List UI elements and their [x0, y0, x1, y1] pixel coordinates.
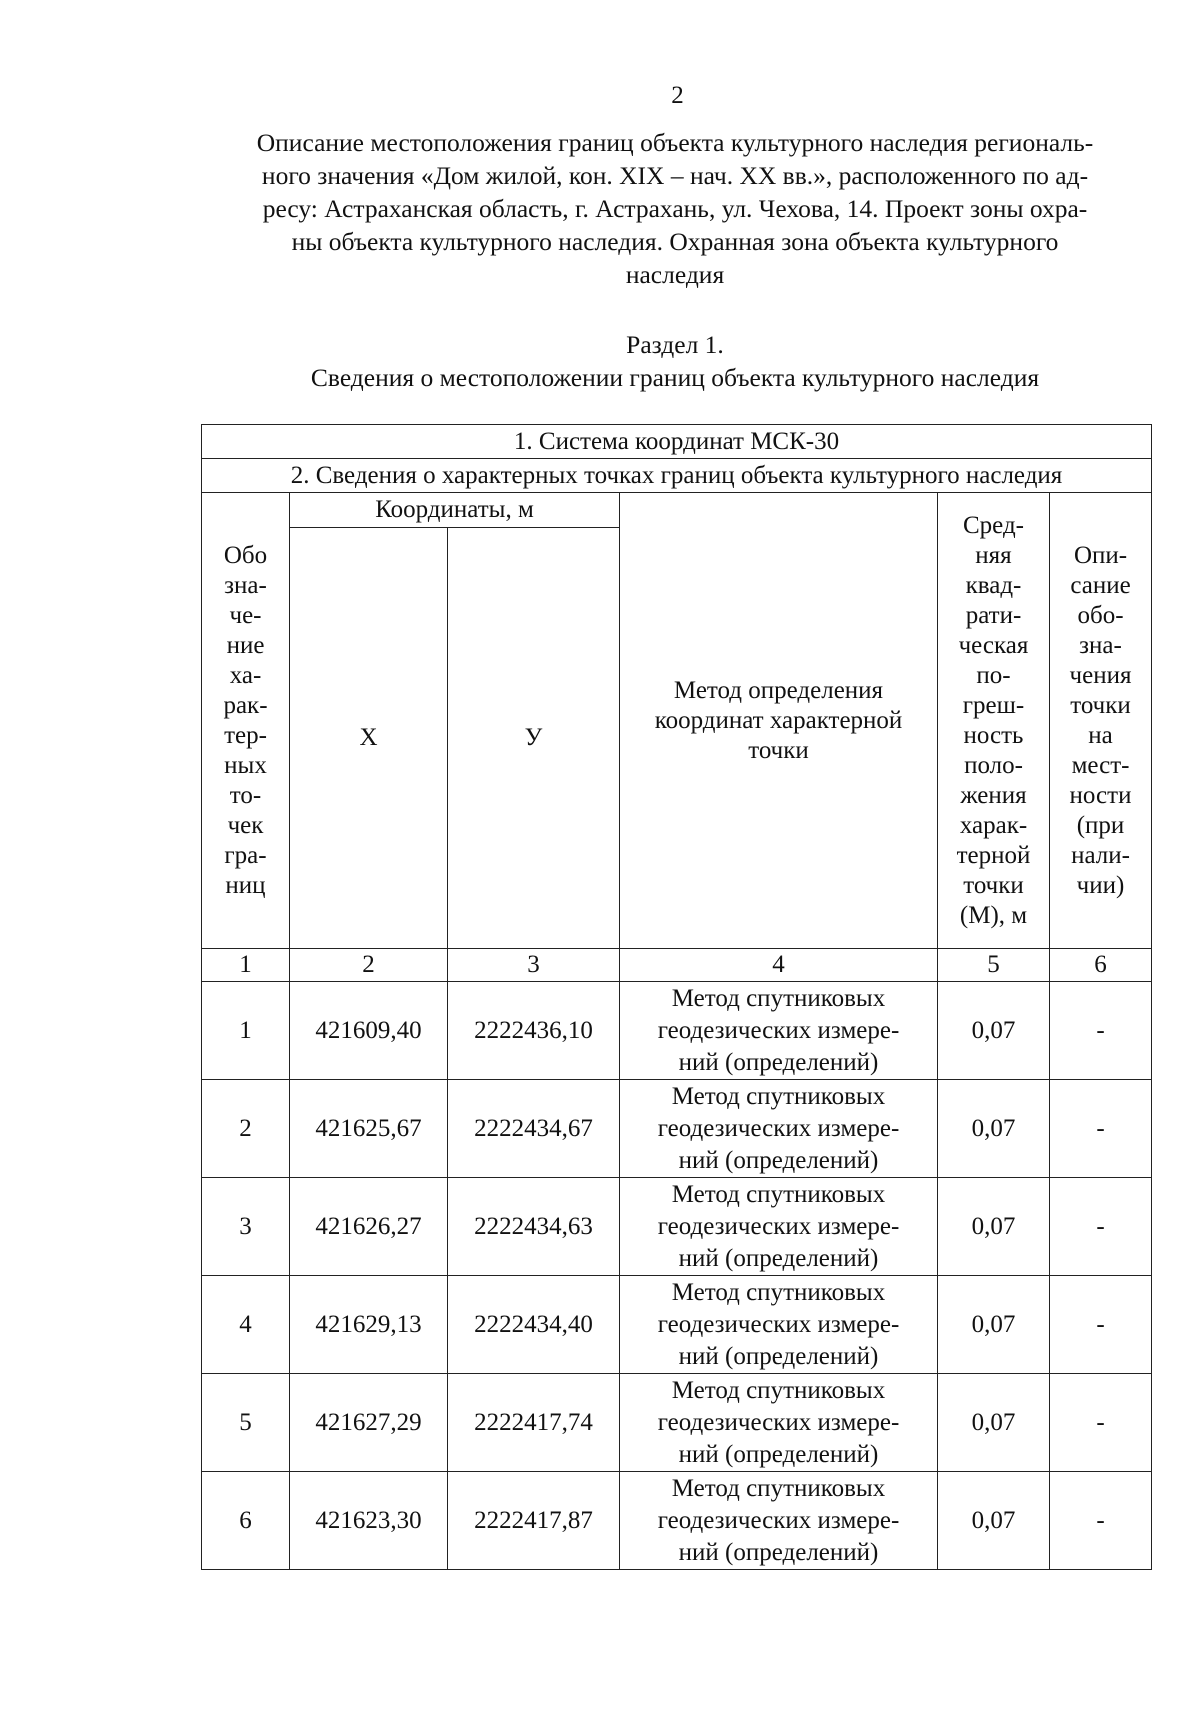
designation-header-line: рак-: [223, 691, 268, 719]
y-coordinate-cell: 2222417,87: [448, 1472, 620, 1570]
column-numbers-row: [202, 949, 1152, 982]
title-line: Описание местоположения границ объекта культурного наследия региональ-: [256, 128, 1094, 157]
method-cell: [620, 1472, 938, 1570]
designation-header: [202, 493, 290, 949]
point-number-cell: 2: [202, 1080, 290, 1178]
method-line: ний (определений): [678, 1244, 879, 1272]
points-caption: 2. Сведения о характерных точках границ объекта культурного наследия: [202, 459, 1152, 493]
description-header-line: обо-: [1077, 601, 1124, 629]
coordinates-header: Координаты, м: [290, 493, 620, 528]
error-header-line: (М), м: [959, 901, 1028, 929]
description-header: [1050, 493, 1152, 949]
description-cell: -: [1050, 1374, 1152, 1472]
table-row: [202, 1374, 1152, 1472]
method-cell: [620, 1178, 938, 1276]
column-number: 1: [202, 949, 290, 982]
x-coordinate-cell: 421625,67: [290, 1080, 448, 1178]
table-row: [202, 1178, 1152, 1276]
error-header-line: по-: [976, 661, 1011, 689]
description-header-line: на: [1088, 721, 1113, 749]
method-header-line: Метод определения: [673, 676, 884, 704]
error-header-line: терной: [956, 841, 1031, 869]
page-number: 2: [671, 82, 684, 109]
designation-header-line: ных: [224, 751, 267, 779]
description-cell: -: [1050, 982, 1152, 1080]
error-header-line: Сред-: [963, 511, 1024, 539]
method-header-line: точки: [748, 736, 809, 764]
error-header-line: няя: [975, 541, 1012, 569]
method-header-line: координат характерной: [654, 706, 903, 734]
description-header-line: ности: [1069, 781, 1132, 809]
method-line: Метод спутниковых: [671, 1180, 886, 1208]
error-header-line: квад-: [965, 571, 1022, 599]
method-cell: [620, 1374, 938, 1472]
error-cell: 0,07: [938, 982, 1050, 1080]
designation-header-line: ха-: [229, 661, 262, 689]
error-header-line: жения: [960, 781, 1027, 809]
description-header-line: мест-: [1071, 751, 1130, 779]
error-header: [938, 493, 1050, 949]
error-header-line: поло-: [964, 751, 1023, 779]
column-number: 4: [620, 949, 938, 982]
x-coordinate-cell: 421627,29: [290, 1374, 448, 1472]
designation-header-line: то-: [229, 781, 262, 809]
y-header: У: [448, 528, 620, 949]
designation-header-line: ниц: [225, 871, 266, 899]
section-title: Сведения о местоположении границ объекта культурного наследия: [310, 363, 1040, 392]
method-line: Метод спутниковых: [671, 1376, 886, 1404]
error-header-line: греш-: [962, 691, 1025, 719]
method-header: [620, 493, 938, 949]
designation-header-line: че-: [229, 601, 262, 629]
method-line: геодезических измере-: [657, 1408, 900, 1436]
method-line: геодезических измере-: [657, 1310, 900, 1338]
error-cell: 0,07: [938, 1080, 1050, 1178]
x-coordinate-cell: 421623,30: [290, 1472, 448, 1570]
designation-header-line: гра-: [224, 841, 267, 869]
description-header-line: зна-: [1079, 631, 1122, 659]
title-line: ного значения «Дом жилой, кон. XIX – нач. XX вв.», расположенного по ад-: [261, 161, 1089, 190]
description-cell: -: [1050, 1472, 1152, 1570]
document-title: [205, 126, 1145, 291]
description-header-line: (при: [1076, 811, 1125, 839]
x-coordinate-cell: 421609,40: [290, 982, 448, 1080]
y-coordinate-cell: 2222436,10: [448, 982, 620, 1080]
method-cell: [620, 1276, 938, 1374]
description-header-line: чии): [1076, 871, 1125, 899]
method-line: Метод спутниковых: [671, 1278, 886, 1306]
column-number: 3: [448, 949, 620, 982]
title-line: наследия: [625, 260, 725, 289]
description-header-line: чения: [1069, 661, 1132, 689]
designation-header-line: зна-: [224, 571, 267, 599]
method-line: геодезических измере-: [657, 1506, 900, 1534]
coordinates-table: [201, 424, 1152, 1570]
error-header-line: ность: [963, 721, 1024, 749]
coordinate-system-caption: 1. Система координат МСК-30: [202, 425, 1152, 459]
table-row: [202, 1276, 1152, 1374]
error-cell: 0,07: [938, 1472, 1050, 1570]
point-number-cell: 5: [202, 1374, 290, 1472]
y-coordinate-cell: 2222434,40: [448, 1276, 620, 1374]
point-number-cell: 6: [202, 1472, 290, 1570]
x-coordinate-cell: 421626,27: [290, 1178, 448, 1276]
description-cell: -: [1050, 1080, 1152, 1178]
description-header-line: точки: [1070, 691, 1131, 719]
error-cell: 0,07: [938, 1276, 1050, 1374]
designation-header-line: ние: [226, 631, 265, 659]
method-line: Метод спутниковых: [671, 984, 886, 1012]
designation-header-line: чек: [227, 811, 264, 839]
designation-header-line: тер-: [224, 721, 267, 749]
x-coordinate-cell: 421629,13: [290, 1276, 448, 1374]
x-header: X: [290, 528, 448, 949]
error-cell: 0,07: [938, 1178, 1050, 1276]
method-line: геодезических измере-: [657, 1016, 900, 1044]
error-header-line: точки: [963, 871, 1024, 899]
method-line: геодезических измере-: [657, 1212, 900, 1240]
table-row: [202, 1080, 1152, 1178]
section-label: Раздел 1.: [626, 330, 724, 359]
point-number-cell: 1: [202, 982, 290, 1080]
method-cell: [620, 982, 938, 1080]
y-coordinate-cell: 2222434,63: [448, 1178, 620, 1276]
method-line: ний (определений): [678, 1048, 879, 1076]
method-line: ний (определений): [678, 1538, 879, 1566]
error-header-line: рати-: [965, 601, 1022, 629]
point-number-cell: 4: [202, 1276, 290, 1374]
description-cell: -: [1050, 1276, 1152, 1374]
method-line: Метод спутниковых: [671, 1474, 886, 1502]
error-header-line: ческая: [958, 631, 1029, 659]
title-line: ресу: Астраханская область, г. Астрахань, ул. Чехова, 14. Проект зоны охра-: [262, 194, 1088, 223]
y-coordinate-cell: 2222417,74: [448, 1374, 620, 1472]
column-number: 2: [290, 949, 448, 982]
method-line: ний (определений): [678, 1146, 879, 1174]
point-number-cell: 3: [202, 1178, 290, 1276]
method-line: ний (определений): [678, 1440, 879, 1468]
table-row: [202, 982, 1152, 1080]
description-header-line: Опи-: [1073, 541, 1128, 569]
error-header-line: харак-: [959, 811, 1028, 839]
designation-header-line: Обо: [223, 541, 268, 569]
table-row: [202, 1472, 1152, 1570]
method-line: ний (определений): [678, 1342, 879, 1370]
column-number: 6: [1050, 949, 1152, 982]
y-coordinate-cell: 2222434,67: [448, 1080, 620, 1178]
method-line: Метод спутниковых: [671, 1082, 886, 1110]
column-number: 5: [938, 949, 1050, 982]
description-header-line: сание: [1070, 571, 1131, 599]
description-header-line: нали-: [1071, 841, 1130, 869]
method-cell: [620, 1080, 938, 1178]
description-cell: -: [1050, 1178, 1152, 1276]
error-cell: 0,07: [938, 1374, 1050, 1472]
title-line: ны объекта культурного наследия. Охранная зона объекта культурного: [291, 227, 1059, 256]
method-line: геодезических измере-: [657, 1114, 900, 1142]
